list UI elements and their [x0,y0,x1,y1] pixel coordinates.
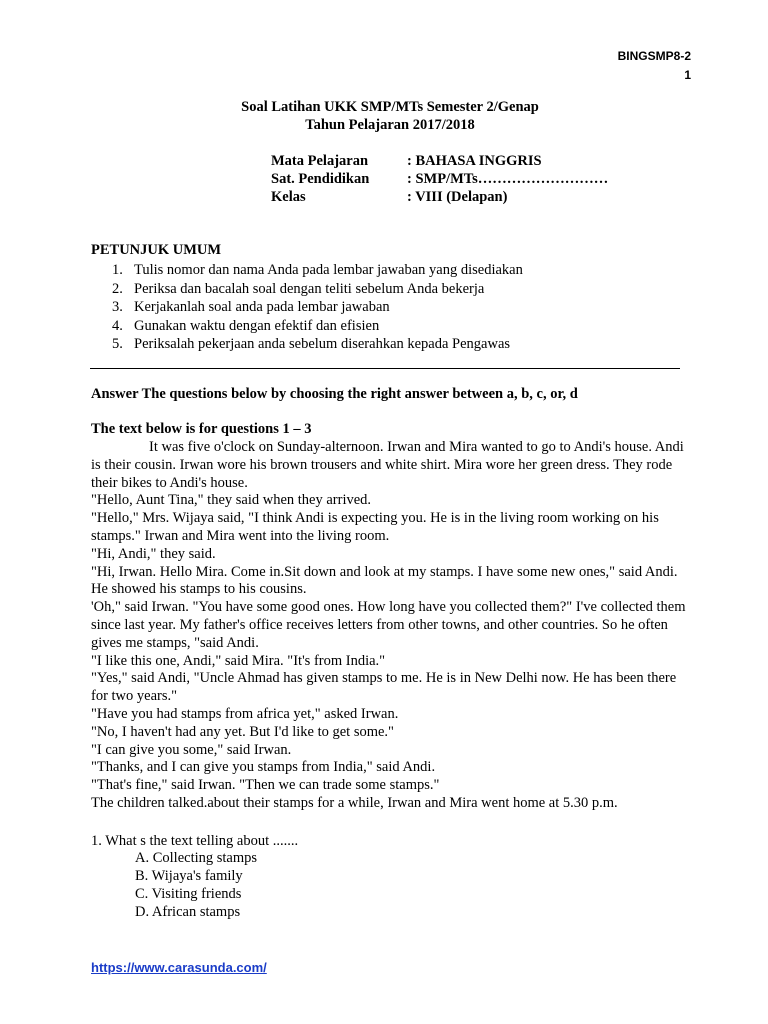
answer-option-a: A. Collecting stamps [135,850,258,866]
item-text: Periksalah pekerjaan anda sebelum diserahkan kepada Pengawas [134,336,511,352]
instruction-item [112,280,523,299]
answer-instruction: Answer The questions below by choosing the right answer between a, b, c, or, d [91,386,578,402]
meta-value: : VIII (Delapan) [407,189,508,205]
passage-paragraph: "Thanks, and I can give you stamps from India," said Andi. [91,759,436,776]
subject-info [271,152,608,206]
instruction-item [112,317,523,336]
item-number: 5. [112,336,123,352]
item-number: 2. [112,280,123,297]
item-text: Periksa dan bacalah soal dengan teliti sebelum Anda bekerja [134,280,485,297]
document-code-text: BINGSMP8-2 [617,49,691,63]
page-number: 1 [684,68,691,82]
passage-paragraph: "Hi, Andi," they said. [91,545,216,562]
passage-paragraph: "Hi, Irwan. Hello Mira. Come in.Sit down and look at my stamps. I have some new ones," said Andi. He showed his stamps to his cousins. [91,563,678,598]
passage-paragraph: "I can give you some," said Irwan. [91,741,292,758]
passage-paragraph: "Hello, Aunt Tina," they said when they arrived. [91,492,372,509]
meta-label: Sat. Pendidikan [271,171,370,187]
passage-paragraph: "That's fine," said Irwan. "Then we can trade some stamps." [91,777,440,794]
general-instructions-heading: PETUNJUK UMUM [91,242,222,258]
passage-paragraph: "I like this one, Andi," said Mira. "It's from India." [91,652,386,669]
item-number: 1. [112,262,123,278]
footer-website-link[interactable]: https://www.carasunda.com/ [91,960,267,975]
question-1-stem: 1. What s the text telling about ....... [91,833,299,849]
item-text: Kerjakanlah soal anda pada lembar jawaban [134,299,390,315]
title-line-2: Tahun Pelajaran 2017/2018 [305,117,475,133]
item-text: Tulis nomor dan nama Anda pada lembar jawaban yang disediakan [134,262,523,278]
passage-paragraph: 'Oh," said Irwan. "You have some good ones. How long have you collected them?" I've collected them since last year. My father's office receives letters from other towns, and other countries. So he often gives me stamps, "said Andi. [91,599,686,651]
meta-label: Kelas [271,189,306,205]
instruction-item [112,298,523,317]
passage-paragraph: The children talked.about their stamps for a while, Irwan and Mira went home at 5.30 p.m. [91,794,618,811]
meta-label: Mata Pelajaran [271,153,369,169]
document-title [0,98,768,134]
instruction-item [112,261,523,280]
reading-text-heading: The text below is for questions 1 – 3 [91,421,312,437]
divider [90,368,680,369]
general-instructions-list [112,261,523,354]
item-number: 3. [112,299,123,315]
instruction-item [112,335,523,354]
question-1-options [135,849,257,921]
item-text: Gunakan waktu dengan efektif dan efisien [134,317,380,334]
answer-option-d: D. African stamps [135,904,241,920]
meta-value: : SMP/MTs……………………… [407,171,609,187]
passage-paragraph: "Yes," said Andi, "Uncle Ahmad has given stamps to me. He is in New Delhi now. He has been there for two years." [91,670,677,705]
meta-row-school [271,170,608,188]
meta-row-class [271,188,608,206]
passage-paragraph: It was five o'clock on Sunday-alternoon. Irwan and Mira wanted to go to Andi's house. Andi is their cousin. Irwan wore his brown trousers and white shirt. Mira wore her green dress. They rode their bikes to Andi's house. [91,439,684,491]
reading-passage [91,439,691,813]
item-number: 4. [112,317,123,334]
title-line-1: Soal Latihan UKK SMP/MTs Semester 2/Genap [241,99,539,115]
meta-value: : BAHASA INGGRIS [407,153,542,169]
meta-row-subject [271,152,608,170]
document-code [618,47,691,85]
passage-paragraph: "Hello," Mrs. Wijaya said, "I think Andi is expecting you. He is in the living room working on his stamps." Irwan and Mira went into the living room. [91,510,659,544]
passage-paragraph: "Have you had stamps from africa yet," asked Irwan. [91,705,399,722]
answer-option-c: C. Visiting friends [135,886,242,902]
passage-paragraph: "No, I haven't had any yet. But I'd like to get some." [91,723,394,740]
answer-option-b: B. Wijaya's family [135,868,243,884]
